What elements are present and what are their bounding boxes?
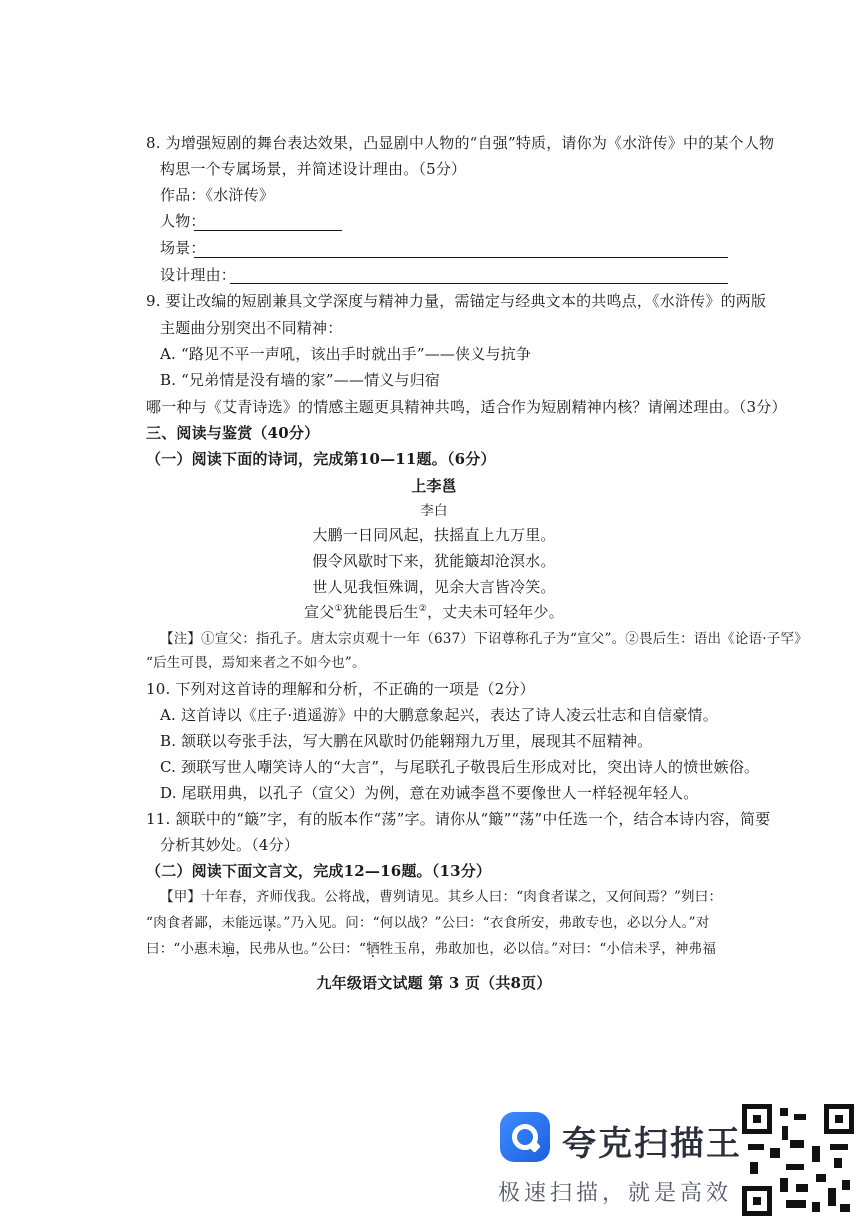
poem-note-line2: “后生可畏，焉知来者之不如今也”。 bbox=[146, 655, 366, 671]
q8-person-blank bbox=[194, 230, 342, 231]
passage-line3-a: 曰：“小惠未 bbox=[146, 941, 222, 957]
q10-stem: 10. 下列对这首诗的理解和分析，不正确的一项是（2分） bbox=[146, 680, 535, 698]
q9-option-a: A. “路见不平一声吼，该出手时就出手”——侠义与抗争 bbox=[160, 345, 532, 363]
q8-scene-blank bbox=[194, 257, 728, 258]
poem-line-1: 大鹏一日同风起，扶摇直上九万里。 bbox=[312, 526, 556, 544]
footnote-mark-2: ② bbox=[418, 604, 428, 614]
qr-module bbox=[790, 1140, 804, 1148]
q8-scene-label: 场景： bbox=[160, 239, 206, 257]
q8-person-label: 人物： bbox=[160, 212, 206, 230]
emphasis-char-xi: 牺 bbox=[366, 941, 380, 957]
qr-finder-top-left bbox=[742, 1104, 772, 1134]
qr-module bbox=[782, 1126, 788, 1140]
qr-module bbox=[780, 1178, 788, 1192]
poem-line-4 bbox=[0, 601, 868, 623]
poem-line-2: 假令风歇时下来，犹能簸却沧溟水。 bbox=[312, 552, 556, 570]
poem-line-3: 世人见我恒殊调，见余大言皆冷笑。 bbox=[312, 578, 556, 596]
q10-option-a: A. 这首诗以《庄子·逍遥游》中的大鹏意象起兴，表达了诗人凌云壮志和自信豪情。 bbox=[160, 706, 718, 724]
q8-line1: 8. 为增强短剧的舞台表达效果，凸显剧中人物的“自强”特质，请你为《水浒传》中的某个人物 bbox=[146, 134, 775, 152]
section3-part1-title: （一）阅读下面的诗词，完成第10—11题。（6分） bbox=[146, 450, 496, 468]
q9-option-b: B. “兄弟情是没有墙的家”——情义与归宿 bbox=[160, 371, 441, 389]
qr-code-icon bbox=[742, 1104, 854, 1216]
emphasis-char-bian: 遍 bbox=[221, 941, 236, 957]
qr-module bbox=[796, 1184, 808, 1192]
qr-module bbox=[834, 1158, 842, 1168]
watermark-brand: 夸克扫描王 bbox=[562, 1124, 742, 1164]
watermark-slogan: 极速扫描，就是高效 bbox=[498, 1181, 733, 1206]
passage-line3 bbox=[146, 938, 716, 960]
passage-line3-b: ，民弗从也。”公曰：“ bbox=[235, 941, 367, 957]
qr-module bbox=[770, 1148, 780, 1158]
qr-module bbox=[842, 1180, 850, 1190]
qr-finder-bottom-left bbox=[742, 1186, 772, 1216]
qr-module bbox=[748, 1144, 764, 1150]
qr-module bbox=[840, 1204, 850, 1212]
section3-title: 三、阅读与鉴赏（40分） bbox=[146, 424, 320, 442]
part2-title: （二）阅读下面文言文，完成12—16题。（13分） bbox=[146, 862, 492, 880]
q10-option-b: B. 颔联以夸张手法，写大鹏在风歇时仍能翱翔九万里，展现其不屈精神。 bbox=[160, 732, 653, 750]
q8-line2: 构思一个专属场景，并简述设计理由。（5分） bbox=[160, 160, 467, 178]
footnote-mark-1: ① bbox=[334, 604, 343, 614]
poem-line-4-a: 宣父 bbox=[304, 603, 335, 621]
q9-line1: 9. 要让改编的短剧兼具文学深度与精神力量，需锚定与经典文本的共鸣点，《水浒传》的两版 bbox=[146, 292, 767, 310]
q10-option-d: D. 尾联用典，以孔子（宣父）为例，意在劝诫李邕不要像世人一样轻视年轻人。 bbox=[160, 784, 699, 802]
poem-note-line1: 【注】①宣父：指孔子。唐太宗贞观十一年（637）下诏尊称孔子为“宣父”。②畏后生：语出《论语·子罕》 bbox=[160, 631, 808, 647]
emphasis-char-mou: 谋 bbox=[262, 915, 277, 931]
q9-ask: 哪一种与《艾青诗选》的情感主题更具精神共鸣，适合作为短剧精神内核？请阐述理由。（3分） bbox=[146, 398, 787, 416]
poem-title: 上李邕 bbox=[411, 477, 457, 495]
quark-logo-icon bbox=[500, 1112, 550, 1162]
qr-module bbox=[828, 1188, 836, 1206]
qr-module bbox=[794, 1114, 806, 1120]
passage-line1: 【甲】十年春，齐师伐我。公将战，曹刿请见。其乡人曰：“肉食者谋之，又何间焉？”刿曰： bbox=[160, 889, 723, 905]
q8-reason-label: 设计理由： bbox=[160, 266, 237, 284]
qr-module bbox=[830, 1144, 848, 1150]
qr-module bbox=[786, 1164, 804, 1170]
poem-line-4-c: ，丈夫未可轻年少。 bbox=[427, 603, 564, 621]
qr-finder-top-right bbox=[824, 1104, 854, 1134]
q10-option-c: C. 颈联写世人嘲笑诗人的“大言”，与尾联孔子敬畏后生形成对比，突出诗人的愤世嫉俗。 bbox=[160, 758, 760, 776]
qr-module bbox=[812, 1202, 820, 1212]
poem-author: 李白 bbox=[420, 503, 448, 519]
poem-line-4-b: 犹能畏后生 bbox=[342, 603, 419, 621]
q8-reason-blank bbox=[230, 283, 728, 284]
qr-module bbox=[786, 1200, 806, 1208]
passage-line2-a: “肉食者鄙，未能远 bbox=[146, 915, 263, 931]
passage-line2 bbox=[146, 912, 709, 934]
passage-line3-c: 牲玉帛，弗敢加也，必以信。”对曰：“小信未孚，神弗福 bbox=[379, 941, 717, 957]
qr-module bbox=[780, 1108, 788, 1116]
qr-module bbox=[816, 1174, 826, 1182]
page-footer: 九年级语文试题 第 3 页（共8页） bbox=[316, 974, 552, 992]
qr-module bbox=[750, 1162, 758, 1174]
qr-module bbox=[812, 1146, 820, 1162]
passage-line2-b: 。”乃入见。问：“何以战？”公曰：“衣食所安，弗敢专也，必以分人。”对 bbox=[276, 915, 710, 931]
q11-line2: 分析其妙处。（4分） bbox=[160, 836, 300, 854]
q8-work: 作品：《水浒传》 bbox=[160, 186, 275, 204]
q11-line1: 11. 颔联中的“簸”字，有的版本作“荡”字。请你从“簸”“荡”中任选一个，结合本诗内容，简要 bbox=[146, 810, 771, 828]
q9-line2: 主题曲分别突出不同精神： bbox=[160, 319, 343, 337]
